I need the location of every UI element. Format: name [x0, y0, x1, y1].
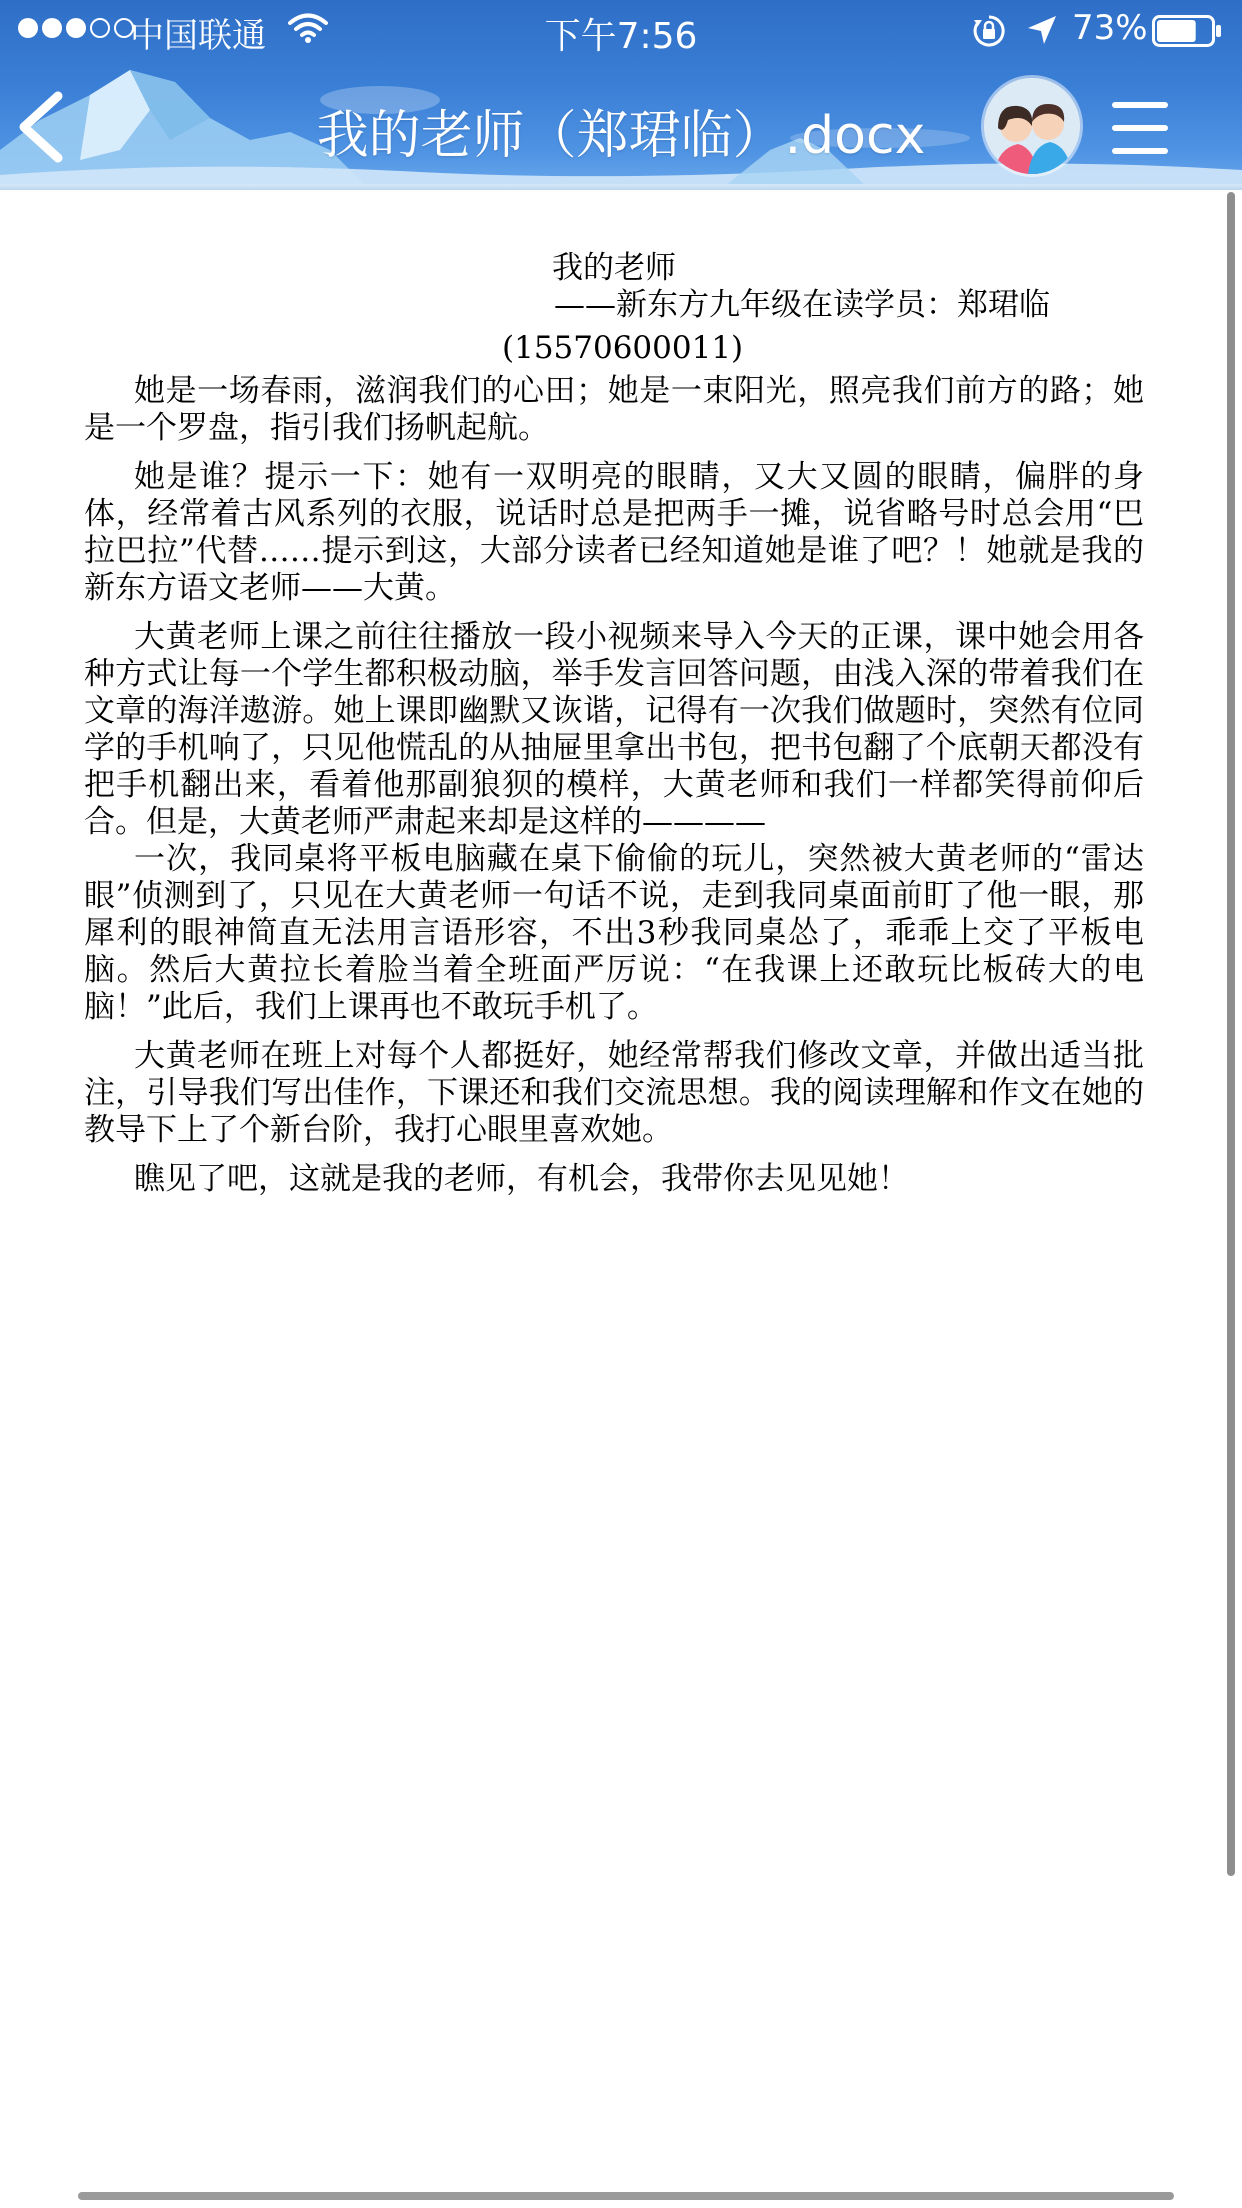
header-divider	[0, 184, 1242, 190]
paragraph: 一次，我同桌将平板电脑藏在桌下偷偷的玩儿，突然被大黄老师的“雷达眼”侦测到了，只见在大黄老师一句话不说，走到我同桌面前盯了他一眼，那犀利的眼神简直无法用言语形容，不出3秒我同桌怂了，乖乖上交了平板电脑。然后大黄拉长着脸当着全班面严厉说：“在我课上还敢玩比板砖大的电脑！”此后，我们上课再也不敢玩手机了。	[84, 841, 1144, 1025]
avatar-people-icon	[984, 78, 1080, 174]
paragraph: 大黄老师在班上对每个人都挺好，她经常帮我们修改文章，并做出适当批注，引导我们写出佳作，下课还和我们交流思想。我的阅读理解和作文在她的教导下上了个新台阶，我打心眼里喜欢她。	[84, 1038, 1144, 1148]
paragraph: 她是一场春雨，滋润我们的心田；她是一束阳光，照亮我们前方的路；她是一个罗盘，指引我们扬帆起航。	[84, 373, 1144, 446]
paragraph: 大黄老师上课之前往往播放一段小视频来导入今天的正课，课中她会用各种方式让每一个学生都积极动脑，举手发言回答问题，由浅入深的带着我们在文章的海洋遨游。她上课即幽默又诙谐，记得有一次我们做题时，突然有位同学的手机响了，只见他慌乱的从抽屉里拿出书包，把书包翻了个底朝天都没有把手机翻出来，看着他那副狼狈的模样，大黄老师和我们一样都笑得前仰后合。但是，大黄老师严肃起来却是这样的————	[84, 619, 1144, 840]
location-arrow-icon	[1026, 14, 1058, 46]
document-filename-title: 我的老师（郑珺临）.docx	[316, 106, 926, 166]
paragraph: 瞧见了吧，这就是我的老师，有机会，我带你去见见她！	[134, 1161, 909, 1197]
avatar-icon[interactable]	[984, 78, 1080, 174]
vertical-scrollbar[interactable]	[1227, 192, 1235, 1876]
horizontal-scrollbar[interactable]	[78, 2192, 1174, 2200]
status-bar	[0, 0, 1242, 62]
paragraph: 她是谁？提示一下：她有一双明亮的眼睛，又大又圆的眼睛，偏胖的身体，经常着古风系列的衣服，说话时总是把两手一摊，说省略号时总会用“巴拉巴拉”代替……提示到这，大部分读者已经知道她是谁了吧？！她就是我的新东方语文老师——大黄。	[84, 459, 1144, 606]
document-content	[84, 250, 1144, 1210]
battery-percent: 73%	[1072, 8, 1148, 48]
document-author-line: ——新东方九年级在读学员：郑珺临	[554, 287, 1050, 323]
document-title: 我的老师	[552, 250, 676, 286]
document-phone: (15570600011)	[502, 330, 744, 366]
rotation-lock-icon	[972, 14, 1006, 48]
status-time: 下午7:56	[544, 16, 698, 57]
navigation-header	[0, 0, 1242, 190]
battery-icon	[1152, 15, 1222, 47]
carrier-name: 中国联通	[130, 16, 266, 56]
menu-icon[interactable]	[1108, 96, 1172, 160]
